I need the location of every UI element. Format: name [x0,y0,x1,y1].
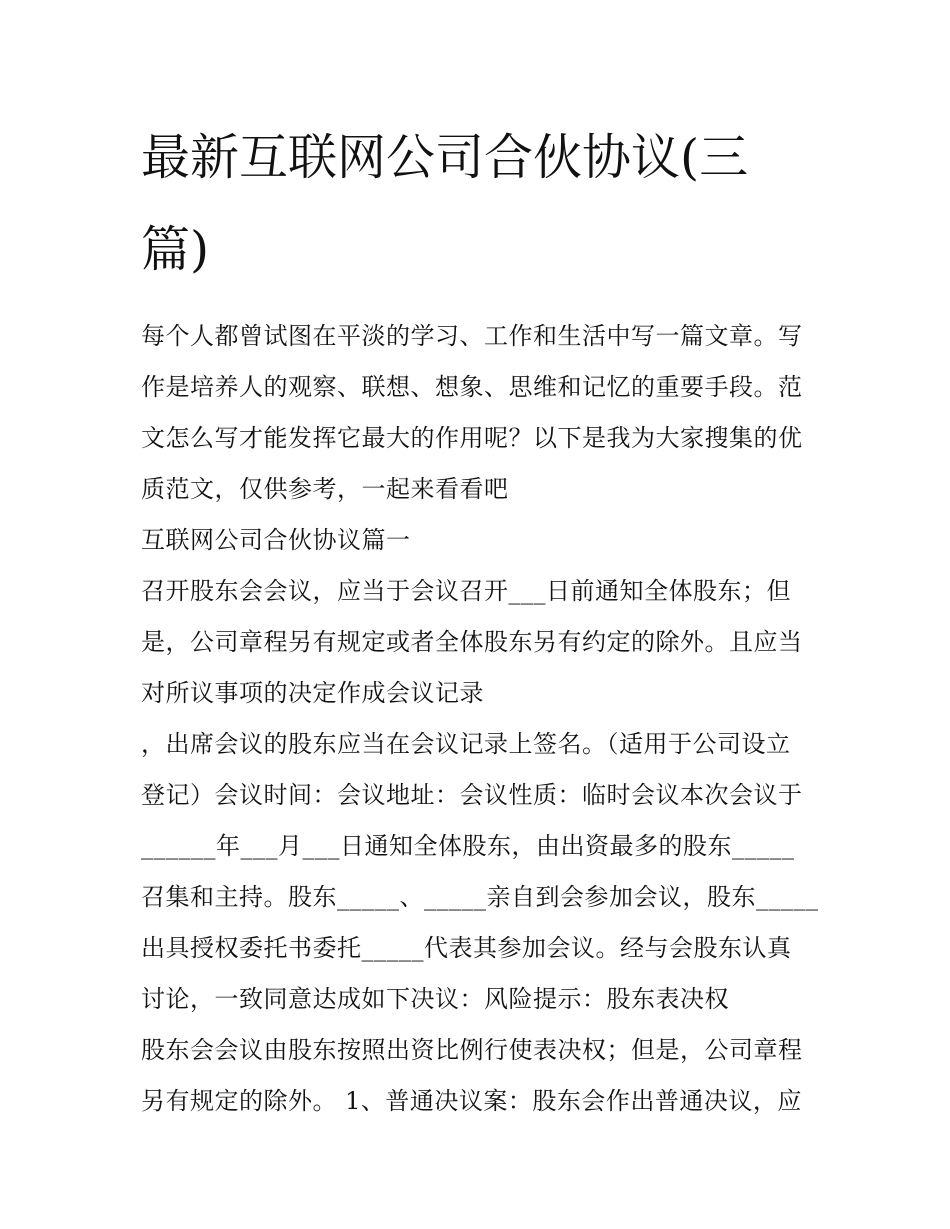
intro-line-2: 作是培养人的观察、联想、想象、思维和记忆的重要手段。范 [141,373,803,401]
body-line-9: 讨论，一致同意达成如下决议：风险提示：股东表决权 [141,985,729,1013]
body-line-10: 股东会会议由股东按照出资比例行使表决权；但是，公司章程 [141,1036,803,1064]
body-line-3: 对所议事项的决定作成会议记录 [141,679,484,707]
body-line-11: 另有规定的除外。 1、普通决议案：股东会作出普通决议，应 [141,1087,802,1115]
body-line-4: ，出席会议的股东应当在会议记录上签名。（适用于公司设立 [141,730,791,758]
body-line-8: 出具授权委托书委托_____代表其参加会议。经与会股东认真 [141,934,792,962]
document-page [141,112,819,1127]
body-line-6: ______年___月___日通知全体股东，由出资最多的股东_____ [141,832,795,860]
body-line-2: 是，公司章程另有规定或者全体股东另有约定的除外。且应当 [141,628,803,656]
intro-line-3: 文怎么写才能发挥它最大的作用呢？以下是我为大家搜集的优 [141,424,803,452]
document-body [141,311,819,1127]
title-line-2: 篇) [141,221,210,278]
body-line-1: 召开股东会会议，应当于会议召开___日前通知全体股东；但 [141,577,791,605]
document-title [141,112,813,296]
title-line-1: 最新互联网公司合伙协议(三 [141,129,749,186]
section-heading: 互联网公司合伙协议篇一 [141,526,411,554]
body-line-7: 召集和主持。股东_____、_____亲自到会参加会议，股东_____ [141,883,819,911]
intro-line-1: 每个人都曾试图在平淡的学习、工作和生活中写一篇文章。写 [141,322,803,350]
intro-line-4: 质范文，仅供参考，一起来看看吧 [141,475,509,503]
body-line-5: 登记）会议时间：会议地址：会议性质：临时会议本次会议于 [141,781,803,809]
